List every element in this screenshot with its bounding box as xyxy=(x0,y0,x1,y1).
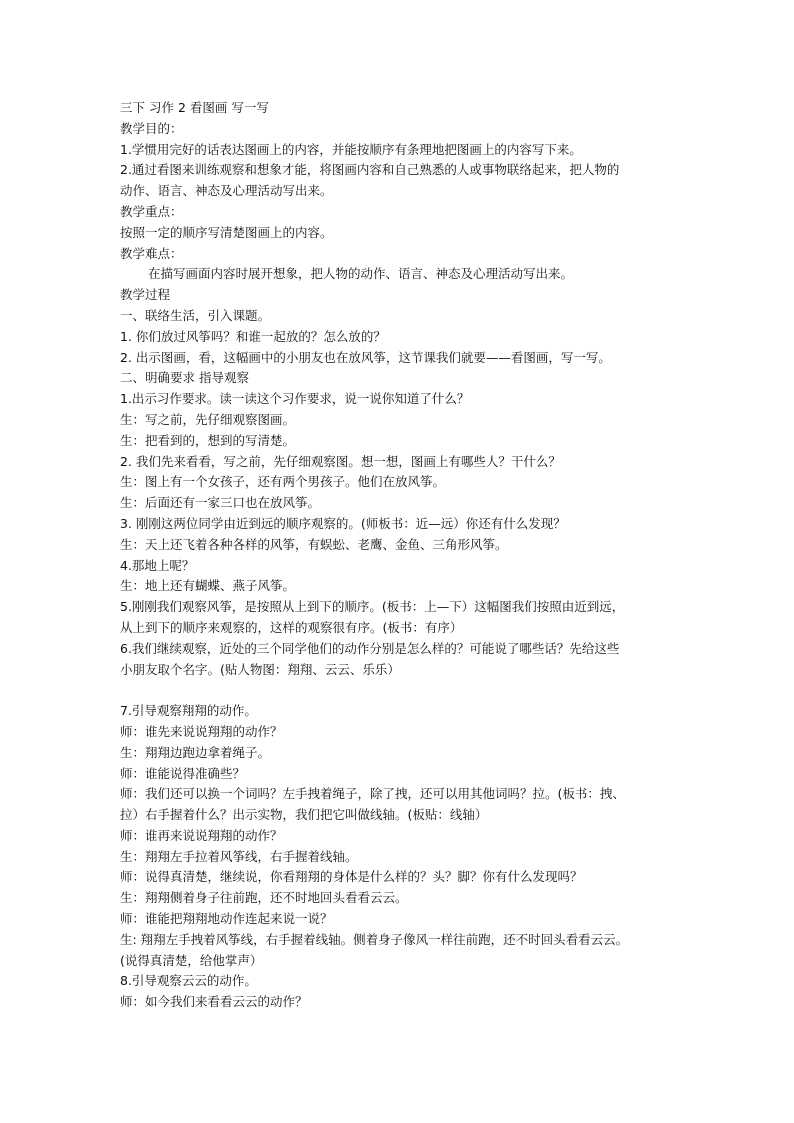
text-line: 4.那地上呢？ xyxy=(120,557,195,573)
text-line: 师：说得真清楚，继续说，你看翔翔的身体是什么样的？头？脚？你有什么发现吗？ xyxy=(120,869,583,885)
text-line: 3. 刚刚这两位同学由近到远的顺序观察的。(师板书：近—远）你还有什么发现？ xyxy=(120,515,566,531)
text-line: 生：翔翔边跑边拿着绳子。 xyxy=(120,744,271,760)
text-line: 8.引导观察云云的动作。 xyxy=(120,973,257,989)
section-heading-objectives: 教学目的： xyxy=(120,120,183,136)
text-line: 按照一定的顺序写清楚图画上的内容。 xyxy=(120,224,333,240)
text-line: 5.刚刚我们观察风筝，是按照从上到下的顺序。(板书：上—下）这幅图我们按照由近到远， xyxy=(120,599,625,615)
text-line: 生：图上有一个女孩子，还有两个男孩子。他们在放风筝。 xyxy=(120,474,446,490)
text-line: 生：把看到的，想到的写清楚。 xyxy=(120,432,296,448)
text-line: 生：天上还飞着各种各样的风筝，有蜈蚣、老鹰、金鱼、三角形风筝。 xyxy=(120,536,508,552)
text-line: 生：后面还有一家三口也在放风筝。 xyxy=(120,495,321,511)
text-line: 从上到下的顺序来观察的，这样的观察很有序。(板书：有序） xyxy=(120,619,463,635)
section-heading-2: 二、明确要求 指导观察 xyxy=(120,370,249,386)
section-heading-key-points: 教学重点： xyxy=(120,203,183,219)
text-line: 拉）右手握着什么？出示实物，我们把它叫做线轴。(板贴：线轴） xyxy=(120,807,488,823)
text-line: 师：谁能把翔翔地动作连起来说一说？ xyxy=(120,911,333,927)
text-line: 生：地上还有蝴蝶、燕子风筝。 xyxy=(120,578,296,594)
text-line: 生：翔翔侧着身子往前跑，还不时地回头看看云云。 xyxy=(120,890,408,906)
blank-line xyxy=(120,680,690,701)
text-line: 师：如今我们来看看云云的动作？ xyxy=(120,994,308,1010)
text-line: 1. 你们放过风筝吗？和谁一起放的？怎么放的？ xyxy=(120,328,386,344)
text-line: 生：写之前，先仔细观察图画。 xyxy=(120,411,296,427)
text-line: 师：我们还可以换一个词吗？左手拽着绳子，除了拽，还可以用其他词吗？拉。(板书：拽、 xyxy=(120,786,625,802)
text-line: 6.我们继续观察，近处的三个同学他们的动作分别是怎么样的？可能说了哪些话？先给这些 xyxy=(120,640,620,656)
text-line: 动作、语言、神态及心理活动写出来。 xyxy=(120,183,333,199)
text-line: 2. 我们先来看看，写之前，先仔细观察图。想一想，图画上有哪些人？干什么？ xyxy=(120,453,561,469)
text-line: 师：谁再来说说翔翔的动作？ xyxy=(120,827,283,843)
section-heading-1: 一、联络生活，引入课题。 xyxy=(120,307,271,323)
document-body xyxy=(120,98,690,1013)
text-line: 师：谁先来说说翔翔的动作？ xyxy=(120,723,283,739)
section-heading-difficulties: 教学难点： xyxy=(120,245,183,261)
section-heading-process: 教学过程 xyxy=(120,287,171,303)
text-line: 1.出示习作要求。读一读这个习作要求，说一说你知道了什么？ xyxy=(120,391,470,407)
text-line: 生: 翔翔左手拽着风筝线，右手握着线轴。侧着身子像风一样往前跑，还不时回头看看云云。 xyxy=(120,931,629,947)
text-line: 小朋友取个名字。(贴人物图：翔翔、云云、乐乐） xyxy=(120,661,400,677)
document-title: 三下 习作 2 看图画 写一写 xyxy=(120,100,269,115)
text-line: 2. 出示图画，看，这幅画中的小朋友也在放风筝，这节课我们就要——看图画，写一写。 xyxy=(120,349,611,365)
text-line: 2.通过看图来训练观察和想象才能，将图画内容和自己熟悉的人或事物联络起来，把人物的 xyxy=(120,162,620,178)
indented-text-line: 在描写画面内容时展开想象，把人物的动作、语言、神态及心理活动写出来。 xyxy=(148,266,574,282)
text-line: 1.学惯用完好的话表达图画上的内容，并能按顺序有条理地把图画上的内容写下来。 xyxy=(120,141,582,157)
text-line: 生：翔翔左手拉着风筝线，右手握着线轴。 xyxy=(120,848,358,864)
text-line: 师：谁能说得准确些？ xyxy=(120,765,246,781)
text-line: (说得真清楚，给他掌声） xyxy=(120,952,263,968)
text-line: 7.引导观察翔翔的动作。 xyxy=(120,703,257,719)
